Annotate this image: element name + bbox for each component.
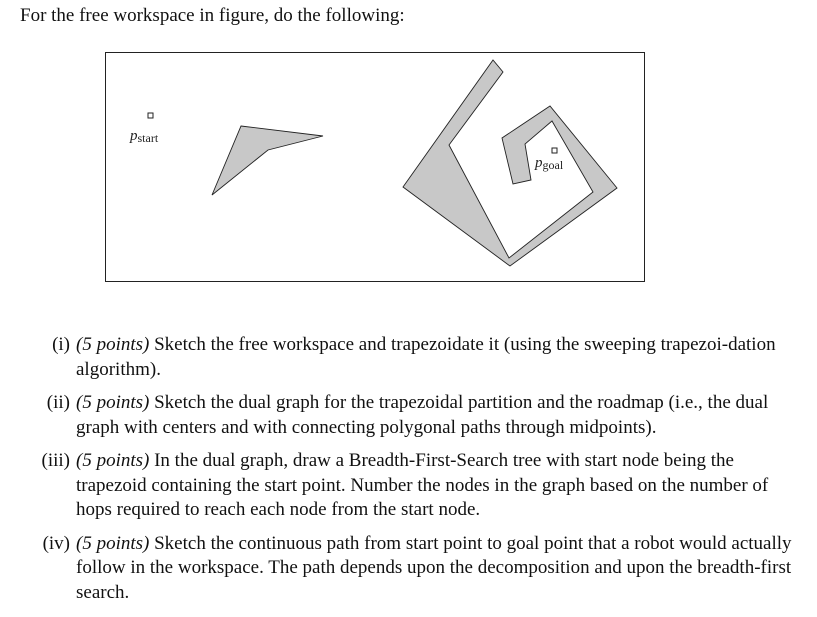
start-point-marker	[148, 113, 153, 118]
question-text: In the dual graph, draw a Breadth-First-Search tree with start node being the trapezoid containing the start point. Number the nodes in the graph based on the number of hops required to reach each node from the start node.	[76, 450, 769, 520]
intro-text: For the free workspace in figure, do the following:	[20, 5, 405, 26]
question-points: (5 points)	[76, 392, 150, 413]
question-item	[20, 449, 800, 523]
question-points: (5 points)	[76, 334, 150, 355]
question-number: (iv)	[42, 532, 70, 554]
question-text: Sketch the continuous path from start point to goal point that a robot would actually follow in the workspace. The path depends upon the decomposition and upon the breadth-first search.	[76, 532, 792, 603]
question-number: (iii)	[41, 450, 70, 471]
question-text: Sketch the dual graph for the trapezoidal partition and the roadmap (i.e., the dual graph with centers and with connecting polygonal paths through midpoints).	[76, 392, 769, 438]
question-number: (ii)	[46, 392, 70, 413]
workspace-diagram	[105, 52, 645, 282]
question-number: (i)	[52, 334, 70, 355]
question-points: (5 points)	[76, 450, 150, 471]
question-points: (5 points)	[76, 532, 150, 554]
question-item	[20, 391, 800, 440]
question-list	[20, 333, 800, 614]
workspace-boundary	[106, 53, 645, 282]
question-text: Sketch the free workspace and trapezoidate it (using the sweeping trapezoi-dation algorithm).	[76, 334, 776, 380]
start-point-label: pstart	[130, 128, 159, 145]
question-item	[20, 532, 800, 606]
goal-point-label: pgoal	[535, 155, 564, 172]
question-item	[20, 333, 800, 382]
goal-point-marker	[552, 148, 557, 153]
workspace-figure	[105, 52, 645, 282]
